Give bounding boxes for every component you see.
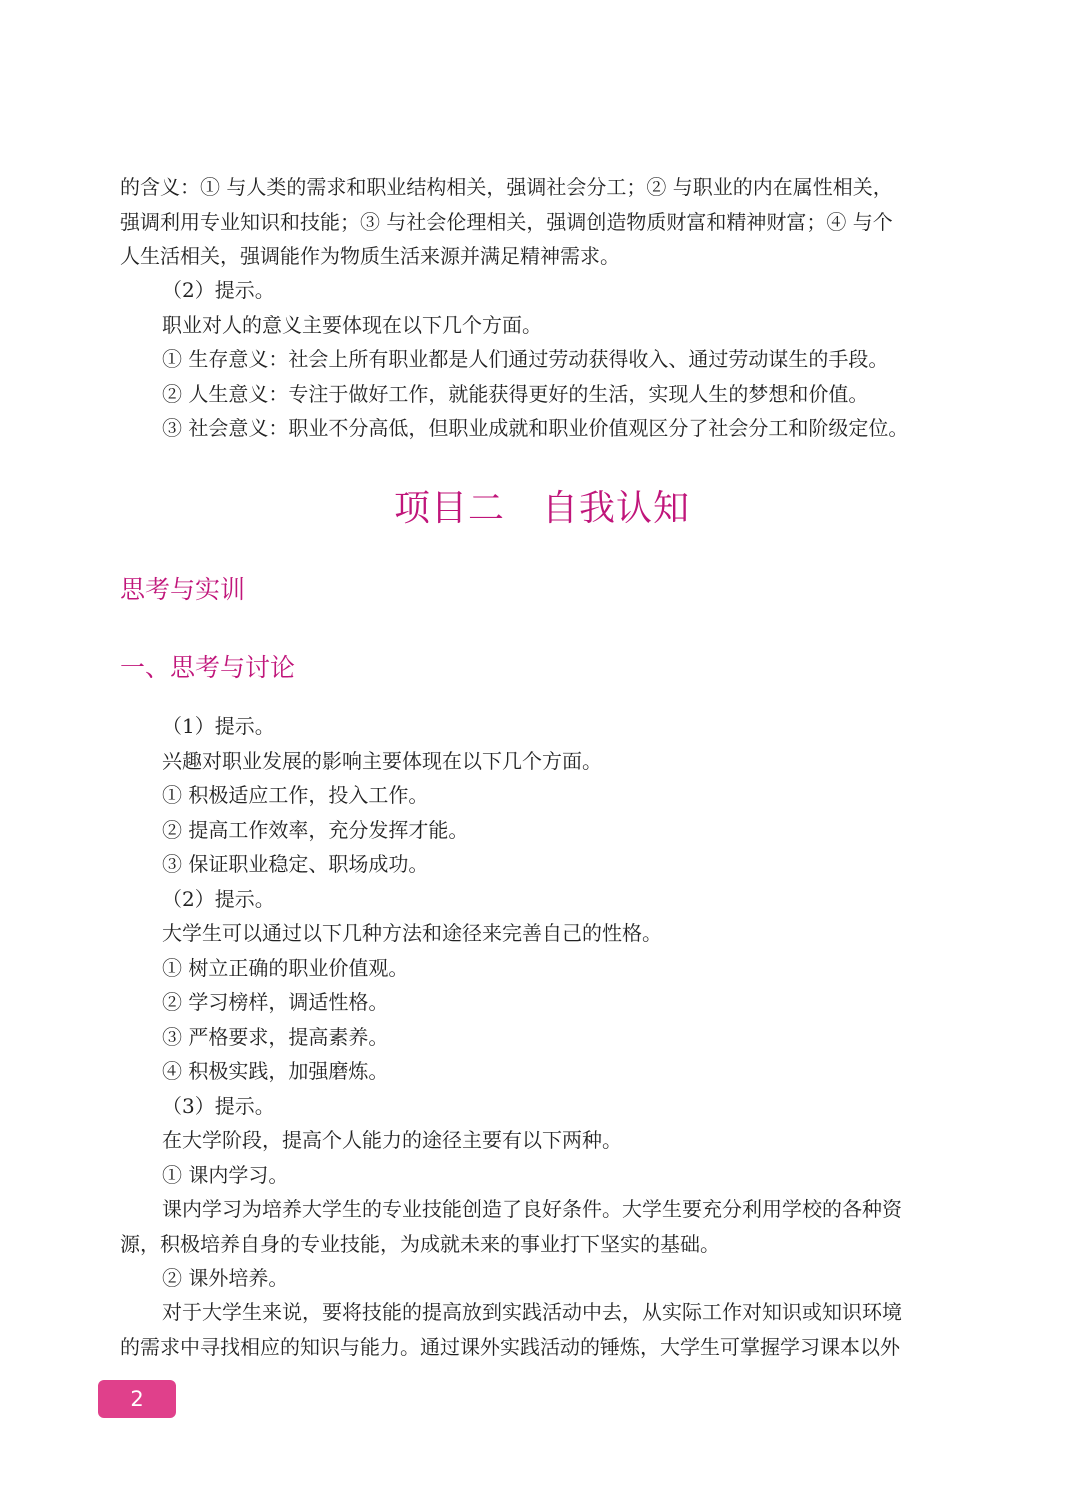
text-line: ③ 社会意义：职业不分高低，但职业成就和职业价值观区分了社会分工和阶级定位。 xyxy=(162,416,909,440)
text-line: （2）提示。 xyxy=(162,886,275,911)
page-number-badge: 2 xyxy=(98,1380,176,1418)
project-title: 项目二 自我认知 xyxy=(393,488,690,529)
text-line: 兴趣对职业发展的影响主要体现在以下几个方面。 xyxy=(162,748,602,773)
outside-paragraph xyxy=(120,1295,940,1364)
text-line: （1）提示。 xyxy=(162,714,275,738)
text-line: ② 提高工作效率，充分发挥才能。 xyxy=(162,817,469,842)
text-line: ③ 保证职业稳定、职场成功。 xyxy=(162,852,429,876)
section-heading: 思考与实训 xyxy=(120,575,246,604)
text-line: ② 学习榜样，调适性格。 xyxy=(162,990,389,1014)
text-line: 大学生可以通过以下几种方法和途径来完善自己的性格。 xyxy=(162,921,662,945)
text-line: 职业对人的意义主要体现在以下几个方面。 xyxy=(162,312,542,337)
text-line: ④ 积极实践，加强磨炼。 xyxy=(162,1059,389,1083)
inclass-paragraph xyxy=(120,1192,940,1261)
text-line: ③ 严格要求，提高素养。 xyxy=(162,1024,389,1049)
text-line: ② 人生意义：专注于做好工作，就能获得更好的生活，实现人生的梦想和价值。 xyxy=(162,381,869,406)
text-line: 在大学阶段，提高个人能力的途径主要有以下两种。 xyxy=(162,1128,622,1152)
text-line: ① 积极适应工作，投入工作。 xyxy=(162,783,429,807)
text-line: （2）提示。 xyxy=(162,278,275,302)
subsection-heading: 一、思考与讨论 xyxy=(120,653,296,682)
text-line: 课内学习为培养大学生的专业技能创造了良好条件。大学生要充分利用学校的各种资 xyxy=(162,1197,902,1221)
text-line: ① 树立正确的职业价值观。 xyxy=(162,955,409,980)
text-line: ① 生存意义：社会上所有职业都是人们通过劳动获得收入、通过劳动谋生的手段。 xyxy=(162,347,889,371)
text-line: 对于大学生来说，要将技能的提高放到实践活动中去，从实际工作对知识或知识环境 xyxy=(162,1300,902,1324)
outside-item xyxy=(120,1261,940,1296)
text-line: ① 课内学习。 xyxy=(162,1162,289,1187)
text-line: （3）提示。 xyxy=(162,1093,275,1118)
text-line: 强调利用专业知识和技能；③ 与社会伦理相关，强调创造物质财富和精神财富；④ 与个 xyxy=(120,209,893,234)
top-paragraph xyxy=(120,170,940,274)
text-line: 的含义：① 与人类的需求和职业结构相关，强调社会分工；② 与职业的内在属性相关， xyxy=(120,175,893,199)
text-line: 的需求中寻找相应的知识与能力。通过课外实践活动的锤炼，大学生可掌握学习课本以外 xyxy=(120,1334,900,1359)
text-line: 人生活相关，强调能作为物质生活来源并满足精神需求。 xyxy=(120,244,620,268)
top-item-list xyxy=(120,273,940,446)
text-line: 源，积极培养自身的专业技能，为成就未来的事业打下坚实的基础。 xyxy=(120,1231,720,1256)
body-item-list xyxy=(120,709,940,1192)
text-line: ② 课外培养。 xyxy=(162,1266,289,1290)
